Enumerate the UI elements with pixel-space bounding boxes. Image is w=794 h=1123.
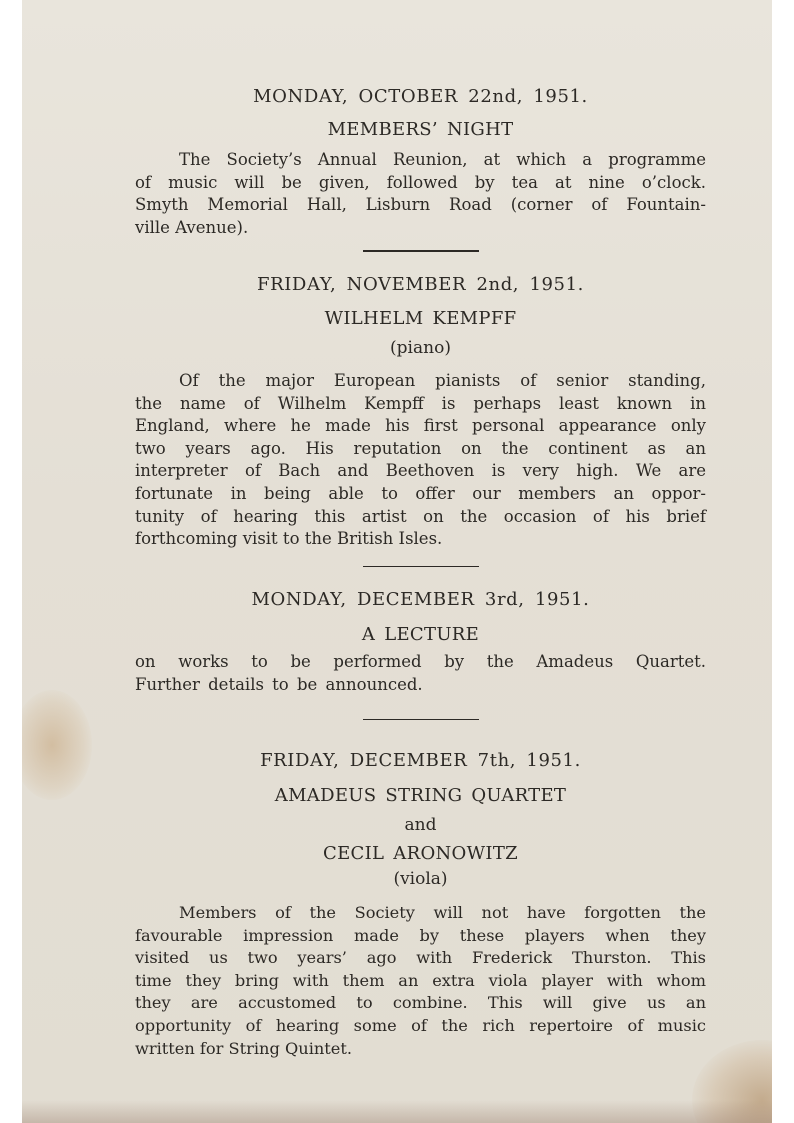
text-line: on works to be performed by the Amadeus Quartet. [135,652,706,672]
event-kempff [135,272,706,551]
event-subtitle: (viola) [393,869,448,890]
text-line: ville Avenue). [135,217,249,237]
text-line: written for String Quintet. [135,1038,353,1058]
event-description [135,902,706,1060]
event-date: FRIDAY, DECEMBER 7th, 1951. [260,750,581,772]
text-line: England, where he made his first personal appearance only [135,416,706,436]
event-title: MEMBERS’ NIGHT [327,119,514,140]
text-line: The Society’s Annual Reunion, at which a programme [179,150,706,169]
text-line: Smyth Memorial Hall, Lisburn Road (corner of Fountain- [135,195,706,215]
section-divider [363,566,479,568]
section-divider [363,719,479,721]
text-line: Of the major European pianists of senior standing, [179,370,706,390]
text-line: tunity of hearing this artist on the occasion of his brief [135,506,706,526]
text-line: fortunate in being able to offer our members an oppor- [135,483,706,503]
event-date: MONDAY, DECEMBER 3rd, 1951. [251,589,590,611]
event-title: A LECTURE [361,624,480,646]
event-title-secondary: CECIL ARONOWITZ [323,843,518,865]
event-description [135,370,706,551]
text-line: two years ago. His reputation on the continent as an [135,438,706,458]
event-subtitle: (piano) [390,337,451,358]
event-amadeus-quartet [135,748,706,1060]
event-date: MONDAY, OCTOBER 22nd, 1951. [253,86,588,107]
event-date: FRIDAY, NOVEMBER 2nd, 1951. [256,273,584,295]
event-members-night [135,84,706,239]
text-line: they are accustomed to combine. This will give us an [135,993,706,1013]
text-line: interpreter of Bach and Beethoven is very high. We are [135,461,706,481]
text-line: Further details to be announced. [135,674,423,694]
event-description [135,651,706,696]
text-line: opportunity of hearing some of the rich repertoire of music [135,1016,706,1036]
text-line: of music will be given, followed by tea at nine o’clock. [135,172,706,192]
programme-content [135,80,706,1060]
section-divider [363,250,479,252]
text-line: visited us two years’ ago with Frederick Thurston. This [135,948,706,968]
text-line: time they bring with them an extra viola player with whom [135,970,706,990]
event-conjunction: and [404,815,437,836]
event-title: AMADEUS STRING QUARTET [274,785,567,807]
event-title: WILHELM KEMPFF [324,307,517,329]
paper-edge-shadow [22,1100,772,1123]
text-line: the name of Wilhelm Kempff is perhaps least known in [135,393,706,413]
event-lecture [135,587,706,696]
text-line: forthcoming visit to the British Isles. [135,529,443,549]
event-description [135,149,706,239]
text-line: favourable impression made by these players when they [135,925,706,945]
text-line: Members of the Society will not have forgotten the [179,903,706,923]
paper-stain [22,690,92,800]
